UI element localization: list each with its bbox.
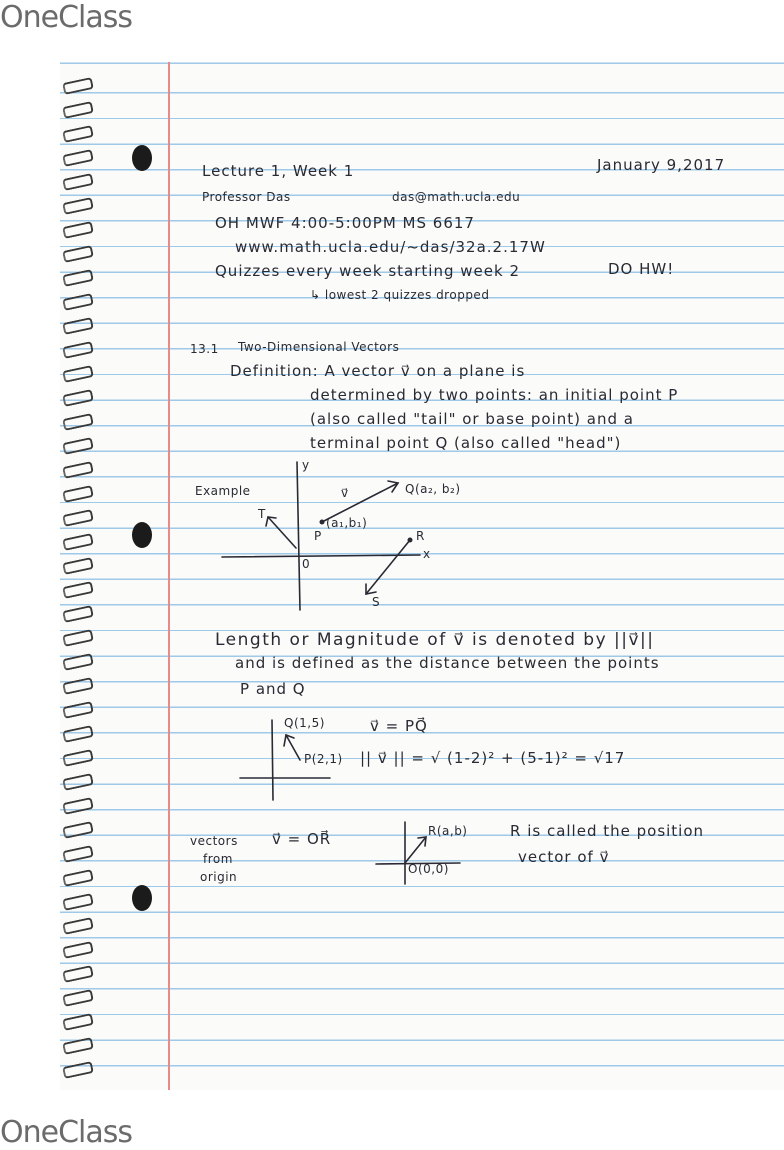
- length-line-3: P and Q: [240, 680, 306, 698]
- quizzes-note: Quizzes every week starting week 2: [215, 262, 520, 280]
- x-axis-label: x: [423, 547, 431, 561]
- point-t-label: T: [258, 507, 266, 521]
- oneclass-logo-top: OneClass: [0, 0, 133, 35]
- v-equals-or: v⃗ = OR⃗: [272, 830, 332, 848]
- point-p-label: P: [314, 529, 322, 543]
- q-point-label: Q(1,5): [284, 716, 325, 730]
- o-point-label: O(0,0): [408, 862, 449, 876]
- definition-line-2: determined by two points: an initial point P: [310, 386, 679, 404]
- definition-line-3: (also called "tail" or base point) and a: [310, 410, 634, 428]
- lecture-title: Lecture 1, Week 1: [202, 162, 355, 180]
- position-vector-desc-1: R is called the position: [510, 822, 705, 840]
- vector-v-label: v⃗: [341, 486, 349, 500]
- professor-name: Professor Das: [202, 190, 291, 204]
- p-point-label: P(2,1): [304, 752, 343, 766]
- r-point-label: R(a,b): [428, 824, 468, 838]
- example-label: Example: [195, 484, 251, 498]
- y-axis-label: y: [302, 458, 310, 472]
- lecture-date: January 9,2017: [597, 156, 726, 174]
- origin-label: 0: [302, 557, 311, 571]
- oneclass-logo-bottom: OneClass: [0, 1115, 133, 1150]
- do-hw-note: DO HW!: [608, 260, 675, 278]
- position-vector-desc-2: vector of v⃗: [518, 848, 610, 866]
- v-equals-pq: v⃗ = PQ⃗: [370, 717, 428, 735]
- side-label-origin: origin: [200, 870, 238, 884]
- point-q-label: Q(a₂, b₂): [405, 482, 461, 496]
- point-s-label: S: [372, 595, 381, 609]
- section-number: 13.1: [190, 342, 219, 356]
- professor-email: das@math.ucla.edu: [392, 190, 521, 204]
- course-website: www.math.ucla.edu/~das/32a.2.17W: [235, 238, 546, 256]
- norm-equation: || v⃗ || = √ (1-2)² + (5-1)² = √17: [360, 749, 626, 767]
- length-line-1: Length or Magnitude of v⃗ is denoted by ||v⃗||: [215, 630, 655, 650]
- point-r-label: R: [416, 529, 425, 543]
- position-vector-sketch: [60, 62, 784, 1090]
- office-hours: OH MWF 4:00-5:00PM MS 6617: [215, 214, 475, 232]
- length-line-2: and is defined as the distance between the points: [235, 654, 660, 672]
- side-label-vectors: vectors: [190, 834, 238, 848]
- point-p-coords: (a₁,b₁): [326, 516, 368, 530]
- dropped-note: ↳ lowest 2 quizzes dropped: [310, 288, 490, 302]
- definition-line-4: terminal point Q (also called "head"): [310, 434, 622, 452]
- section-title: Two-Dimensional Vectors: [238, 340, 400, 354]
- scanned-notebook-page: [60, 62, 784, 1090]
- side-label-from: from: [203, 852, 233, 866]
- definition-line-1: Definition: A vector v⃗ on a plane is: [230, 362, 526, 380]
